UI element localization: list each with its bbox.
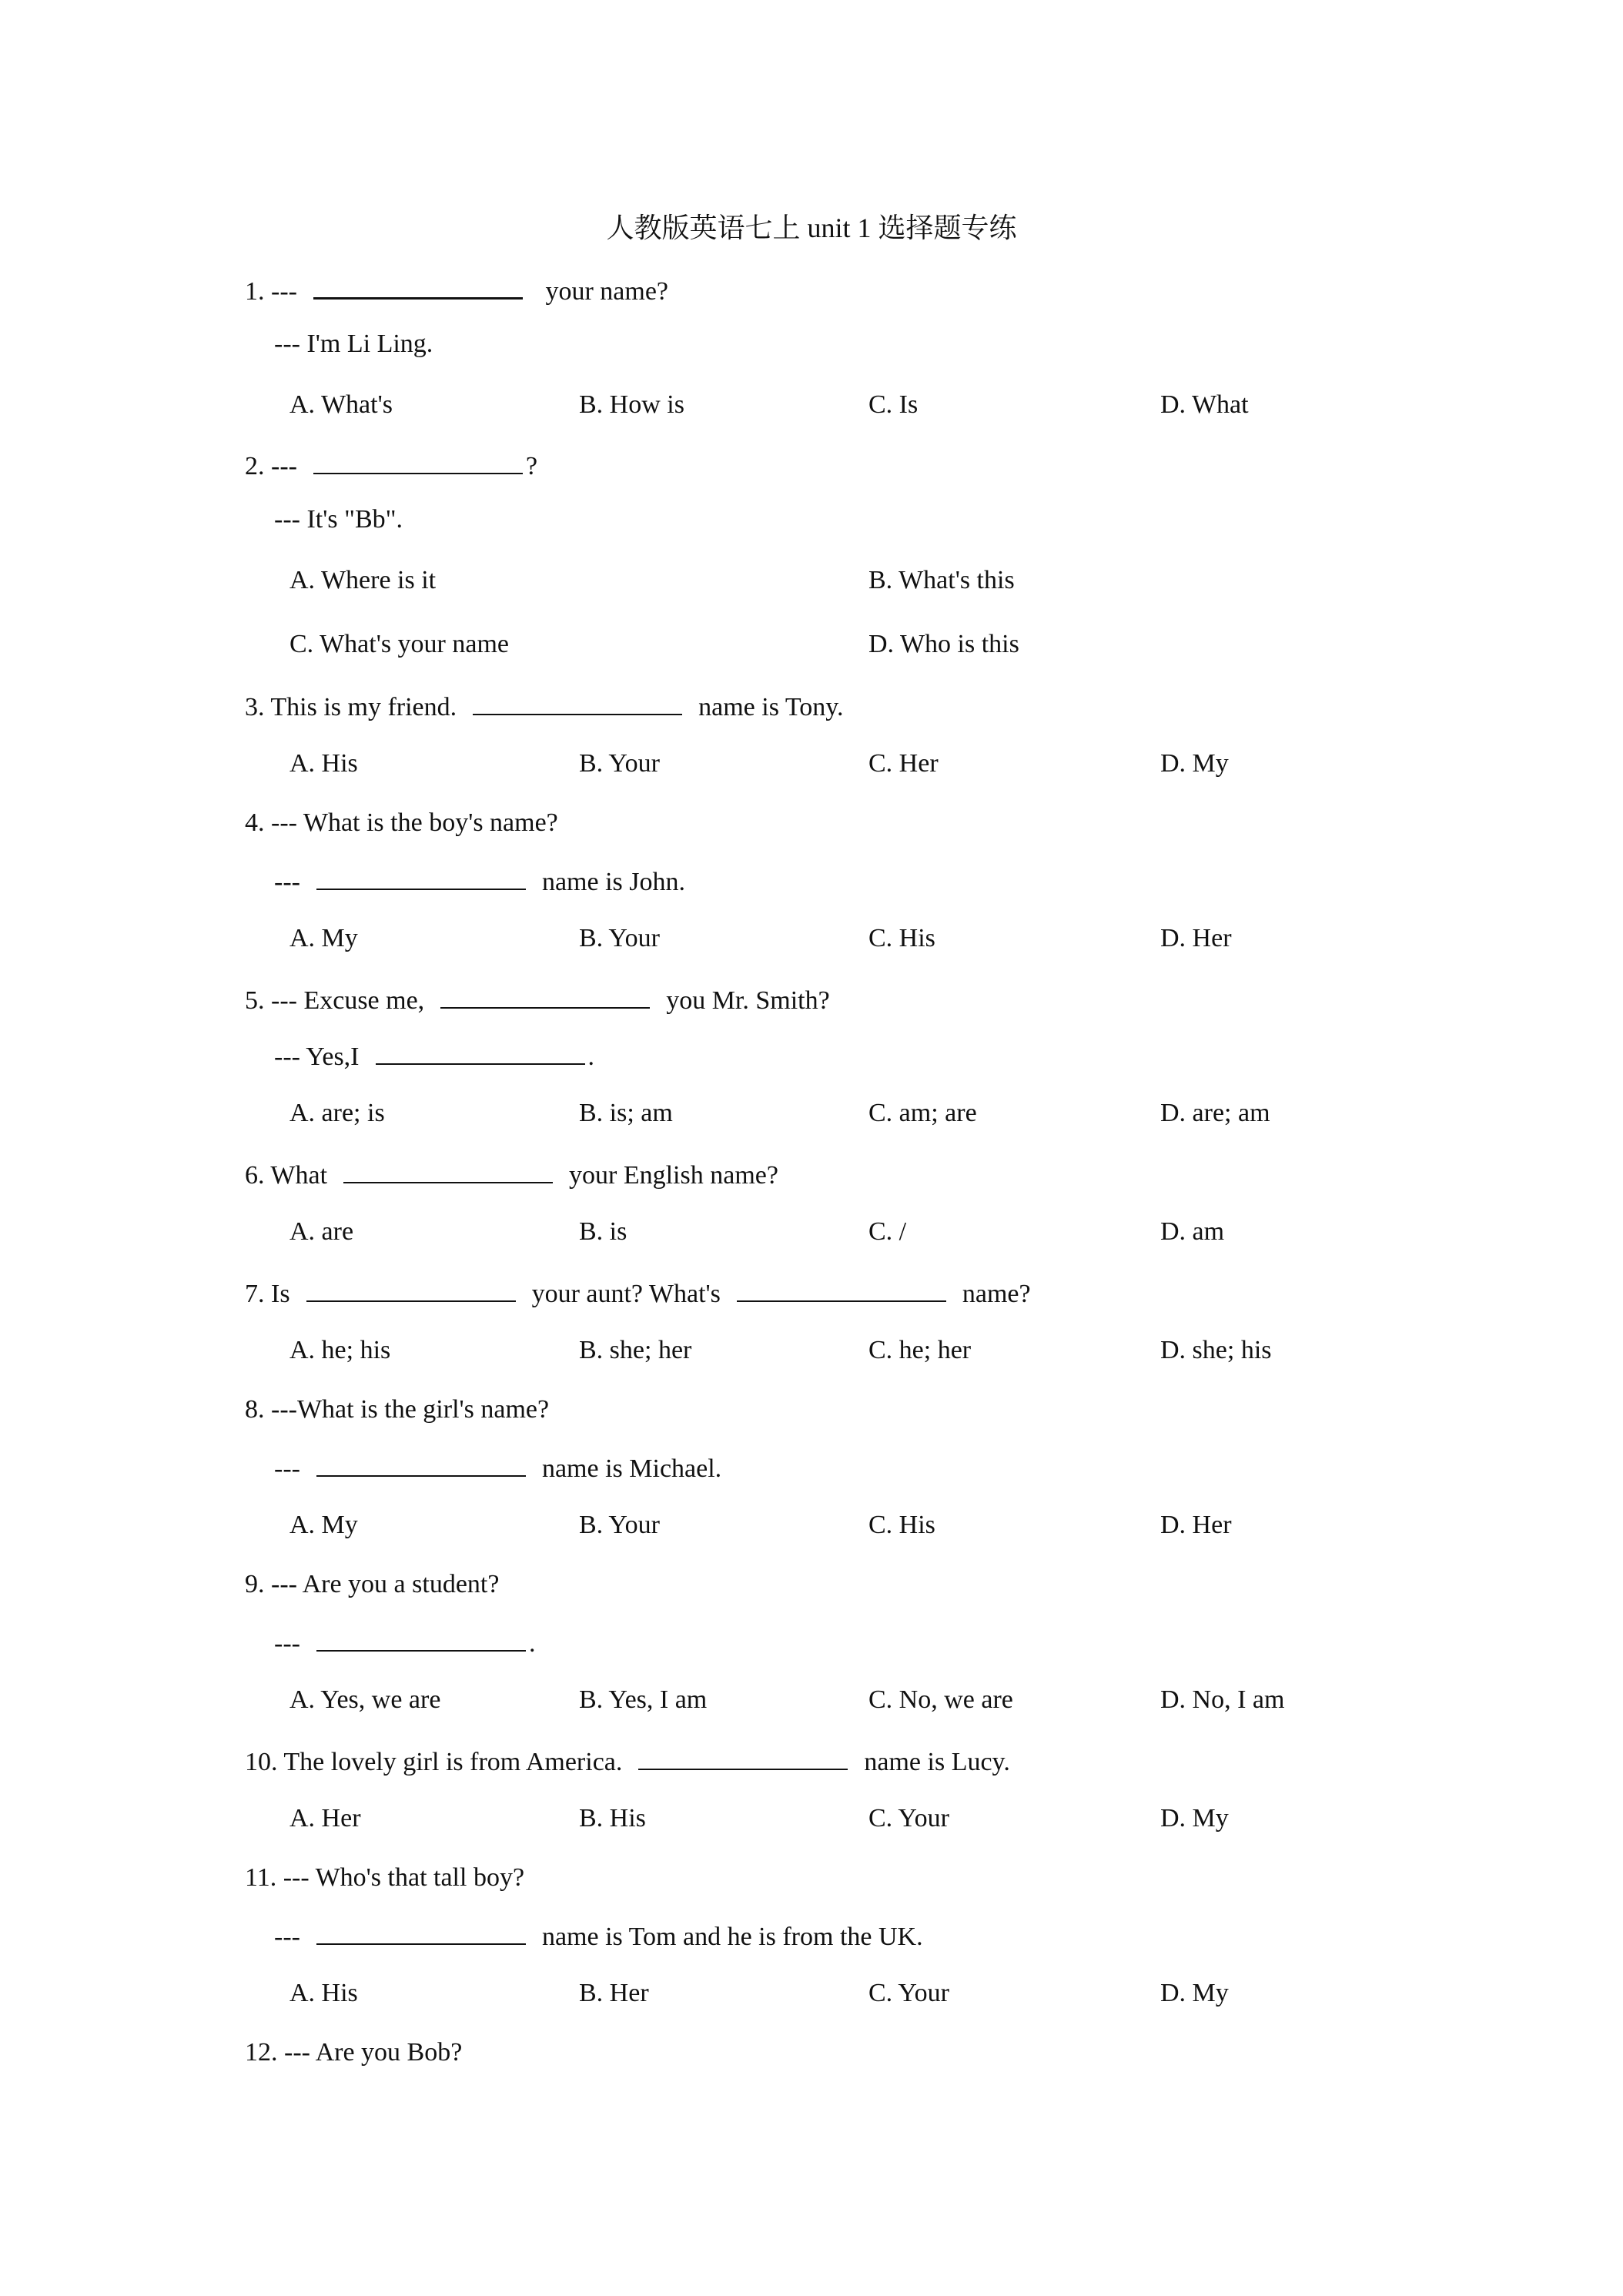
- question-2-line-2: --- It's "Bb".: [274, 505, 403, 534]
- q8-option-a: A. My: [289, 1511, 358, 1539]
- q4-option-c: C. His: [868, 924, 935, 952]
- q6-option-b: B. is: [579, 1217, 627, 1246]
- q5-option-a: A. are; is: [289, 1099, 385, 1127]
- answer-blank: [316, 1624, 526, 1652]
- q1-option-b: B. How is: [579, 390, 684, 419]
- question-8-line-1: 8. ---What is the girl's name?: [245, 1395, 550, 1424]
- q10-option-b: B. His: [579, 1804, 646, 1832]
- question-1-line-1: 1. --- your name?: [245, 271, 668, 309]
- q11-option-b: B. Her: [579, 1979, 649, 2007]
- answer-blank: [473, 688, 682, 715]
- question-4-line-1: 4. --- What is the boy's name?: [245, 808, 558, 837]
- q8-option-d: D. Her: [1160, 1511, 1232, 1539]
- question-6-line-1: 6. What your English name?: [245, 1156, 778, 1193]
- q9-option-c: C. No, we are: [868, 1685, 1013, 1714]
- q2-option-d: D. Who is this: [868, 630, 1019, 658]
- q11-option-d: D. My: [1160, 1979, 1229, 2007]
- answer-blank: [306, 1274, 516, 1302]
- q1-option-d: D. What: [1160, 390, 1249, 419]
- answer-blank: [316, 862, 526, 890]
- answer-blank: [376, 1037, 585, 1065]
- q7-option-a: A. he; his: [289, 1336, 391, 1364]
- question-9-line-1: 9. --- Are you a student?: [245, 1570, 500, 1598]
- q11-option-c: C. Your: [868, 1979, 949, 2007]
- question-8-line-2: --- name is Michael.: [274, 1449, 721, 1486]
- question-11-line-2: --- name is Tom and he is from the UK.: [274, 1917, 923, 1954]
- question-3-line-1: 3. This is my friend. name is Tony.: [245, 688, 844, 725]
- q2-option-a: A. Where is it: [289, 566, 437, 594]
- q8-option-b: B. Your: [579, 1511, 660, 1539]
- q1-option-a: A. What's: [289, 390, 393, 419]
- q5-option-c: C. am; are: [868, 1099, 977, 1127]
- question-2-line-1: 2. --- ?: [245, 447, 537, 484]
- q7-option-b: B. she; her: [579, 1336, 692, 1364]
- q6-option-a: A. are: [289, 1217, 354, 1246]
- question-12-line-1: 12. --- Are you Bob?: [245, 2038, 463, 2067]
- q9-option-b: B. Yes, I am: [579, 1685, 708, 1714]
- q10-option-c: C. Your: [868, 1804, 949, 1832]
- q10-option-d: D. My: [1160, 1804, 1229, 1832]
- q5-option-d: D. are; am: [1160, 1099, 1270, 1127]
- question-7-line-1: 7. Is your aunt? What's name?: [245, 1274, 1031, 1311]
- question-11-line-1: 11. --- Who's that tall boy?: [245, 1863, 525, 1892]
- q4-option-a: A. My: [289, 924, 358, 952]
- answer-blank: [737, 1274, 946, 1302]
- q2-option-b: B. What's this: [868, 566, 1015, 594]
- q6-option-d: D. am: [1160, 1217, 1225, 1246]
- q3-option-b: B. Your: [579, 749, 660, 778]
- q1-option-c: C. Is: [868, 390, 919, 419]
- q6-option-c: C. /: [868, 1217, 907, 1246]
- answer-blank: [440, 981, 650, 1009]
- answer-blank: [313, 271, 523, 300]
- question-4-line-2: --- name is John.: [274, 862, 685, 899]
- q5-option-b: B. is; am: [579, 1099, 673, 1127]
- q3-option-c: C. Her: [868, 749, 939, 778]
- page-title: 人教版英语七上 unit 1 选择题专练: [606, 213, 1017, 243]
- q3-option-d: D. My: [1160, 749, 1229, 778]
- q7-option-c: C. he; her: [868, 1336, 972, 1364]
- q4-option-b: B. Your: [579, 924, 660, 952]
- answer-blank: [638, 1742, 848, 1770]
- question-5-line-1: 5. --- Excuse me, you Mr. Smith?: [245, 981, 830, 1018]
- q9-option-a: A. Yes, we are: [289, 1685, 441, 1714]
- q4-option-d: D. Her: [1160, 924, 1232, 952]
- answer-blank: [316, 1449, 526, 1477]
- q7-option-d: D. she; his: [1160, 1336, 1272, 1364]
- question-9-line-2: --- .: [274, 1624, 535, 1661]
- answer-blank: [343, 1156, 553, 1183]
- question-10-line-1: 10. The lovely girl is from America. name is Lucy.: [245, 1742, 1010, 1779]
- q2-option-c: C. What's your name: [289, 630, 509, 658]
- q3-option-a: A. His: [289, 749, 358, 778]
- q8-option-c: C. His: [868, 1511, 935, 1539]
- q10-option-a: A. Her: [289, 1804, 361, 1832]
- answer-blank: [316, 1917, 526, 1945]
- q11-option-a: A. His: [289, 1979, 358, 2007]
- question-5-line-2: --- Yes,I .: [274, 1037, 594, 1074]
- q9-option-d: D. No, I am: [1160, 1685, 1285, 1714]
- question-1-line-2: --- I'm Li Ling.: [274, 330, 433, 358]
- answer-blank: [313, 447, 523, 474]
